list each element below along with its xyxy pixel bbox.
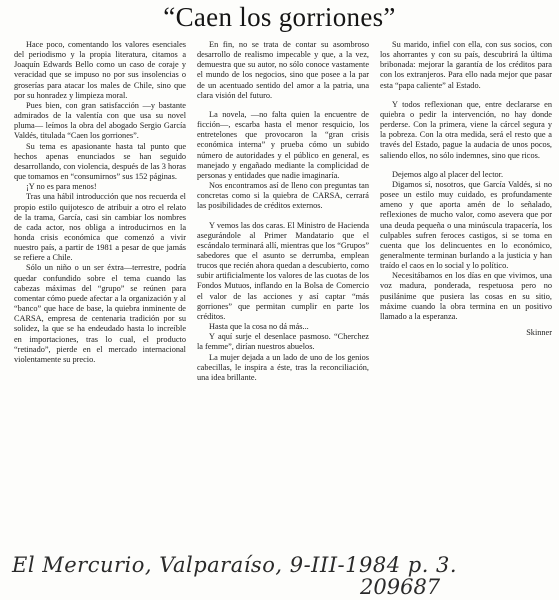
article-paragraph: Pues bien, con gran satisfacción —y bastante admirados de la valentía con que usa su novel pluma— leímos la obra del abogado Sergio García Valdés, titulada “Caen los gorriones”. bbox=[14, 100, 186, 141]
article-paragraph: Y aquí surje el desenlace pasmoso. “Cherchez la femme”, dirían nuestros abuelos. bbox=[197, 332, 369, 352]
article-paragraph: Sólo un niño o un ser éxtra—terrestre, podría quedar confundido sobre el tema cuando las cabezas máximas del “grupo” se reúnen para comentar cómo puede afectar a la organización y al “banco” que hace de base, la quiebra inminente de CARSA, empresa de centenaria tradición por su solidez, la que se ha endeudado hasta lo increíble en importaciones, tras lo cual, el producto “retinado”, pierde en el mercado internacional violentamente su precio. bbox=[14, 263, 186, 364]
article-paragraph: En fin, no se trata de contar su asombroso desarrollo de realismo impecable y que, a la vez, demuestra que su autor, no sólo conoce vastamente el mundo de los negocios, sino que posee a la par de un acentuado sentido del amor a la patria, una clara visión del futuro. bbox=[197, 40, 369, 100]
article-column-2 bbox=[197, 40, 369, 558]
handwritten-archive-number: 209687 bbox=[360, 575, 441, 599]
article-headline: “Caen los gorriones” bbox=[163, 2, 396, 32]
article-paragraph: Y todos reflexionan que, entre declararse en quiebra o pedir la intervención, no hay donde perderse. Con la primera, viene la cárcel segura y la pobreza. Con la otra medida, será el resto que a través del Estado, pague la audacia de unos pocos, saliendo ellos, no sólo indemnes, sino que ricos. bbox=[380, 99, 552, 160]
article-column-1 bbox=[14, 40, 186, 558]
article-paragraph: Hasta que la cosa no dá más... bbox=[209, 322, 309, 332]
article-column-3 bbox=[380, 40, 552, 558]
article-paragraph: Y vemos las dos caras. El Ministro de Hacienda asegurándole al Primer Mandatario que el escándalo terminará allí, mientras que los “Grupos” sabedores que el asunto se derrumba, emplean trucos que recién ahora quedan a descubierto, como subir artificialmente los valores de las cuotas de los Fondos Mutuos, inflando en la Bolsa de Comercio el valor de las acciones y así captar “más gorriones” que permitan cumplir en parte los créditos. bbox=[197, 220, 369, 321]
article-body bbox=[14, 40, 552, 558]
article-paragraph: Su marido, infiel con ella, con sus socios, con los ahorrantes y con su país, descubrirá la última bribonada: mejorar la garantía de los créditos para con los extranjeros. Para ello nada mejor que pasar esta “papa caliente” al Estado. bbox=[380, 40, 552, 90]
article-paragraph: ¡Y no es para menos! bbox=[26, 182, 97, 192]
article-paragraph: Digamos sí, nosotros, que García Valdés, si no posee un estilo muy cuidado, es profundamente ameno y que aporta amén de lo señalado, reflexiones de mucho valor, como asevera que por una deuda pequeña o una minúscula trapacería, los culpables sufren feroces castigos, si se toma en cuenta que los delincuentes en lo económico, generalmente terminan burlando a la justicia y han traído el caos en lo social y lo político. bbox=[380, 179, 552, 271]
article-signature: Skinner bbox=[526, 328, 552, 338]
article-paragraph: Dejemos algo al placer del lector. bbox=[392, 169, 504, 179]
article-paragraph: Su tema es apasionante hasta tal punto que hechos apenas enunciados se han seguido desarrollando, con violencia, después de las 3 horas que tomamos en “consumirnos” sus 152 páginas. bbox=[14, 141, 186, 182]
article-paragraph: Nos encontramos así de lleno con preguntas tan concretas como si la quiebra de CARSA, cerrará las posibilidades de créditos externos. bbox=[197, 181, 369, 211]
handwritten-source-note: El Mercurio, Valparaíso, 9-III-1984 p. 3. bbox=[12, 553, 458, 577]
article-paragraph: La novela, —no falta quien la encuentre de ficción—, escarba hasta el menor resquicio, los entretelones que provocaron la “gran crisis económica interna” y prueba cómo un subido número de autoridades y el público en general, es manejado y engañado mediante la complicidad de personas y entidades que nadie imaginaría. bbox=[197, 109, 369, 180]
article-paragraph: Necesitábamos en los días en que vivimos, una voz madura, ponderada, respetuosa pero no pusilánime que pusiera las cosas en su sitio, máxime cuando la obra termina en un positivo llamado a la esperanza. bbox=[380, 271, 552, 321]
article-paragraph: Tras una hábil introducción que nos recuerda el propio estilo quijotesco de atribuir a otro el relato de la trama, García, casi sin cambiar los nombres de cada actor, nos obliga a introducirnos en la honda crisis económica que comenzó a vivir nuestro país, a partir de 1981 a pesar de que jamás se refiere a Chile. bbox=[14, 192, 186, 263]
article-paragraph: Hace poco, comentando los valores esenciales del periodismo y la propia literatura, citamos a Joaquín Edwards Bello como un caso de coraje y veracidad que se impuso no por sus insolencias o groserías para atacar los males de Chile, sino que por su honradez y limpieza moral. bbox=[14, 40, 186, 100]
article-paragraph: La mujer dejada a un lado de uno de los genios cabecillas, le inspira a éste, tras la reconciliación, una idea brillante. bbox=[197, 352, 369, 382]
